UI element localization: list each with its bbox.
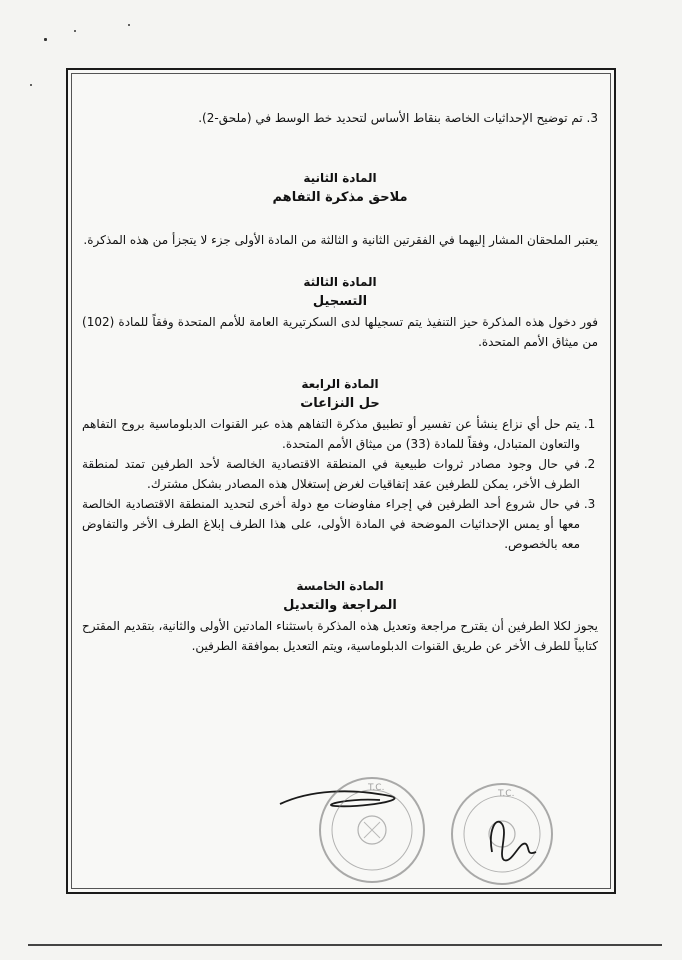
right-seal-text: T.C. <box>498 789 515 799</box>
article3-heading: المادة الثالثة <box>303 275 377 289</box>
spacer <box>82 250 598 272</box>
article4-item: 2. في حال وجود مصادر ثروات طبيعية في المنطقة الاقتصادية الخالصة لأحد الطرفين تمتد لمنطقة الطرف الأخر، يمكن للطرفين عقد إتفاقيات لغرض إستغلال هذه المصادر بشكل مشترك. <box>82 454 580 494</box>
next-page-top-border <box>28 944 662 946</box>
left-seal-text: T.C. <box>368 783 385 793</box>
spacer <box>82 208 598 230</box>
article4-subheading: حل النزاعات <box>300 396 380 411</box>
margin-speck <box>128 24 130 26</box>
spacer <box>82 352 598 374</box>
article3-subheading: التسجيل <box>312 294 368 309</box>
spacer <box>82 128 598 168</box>
article1-item3: 3. تم توضيح الإحداثيات الخاصة بنقاط الأساس لتحديد خط الوسط في (ملحق-2). <box>198 111 598 125</box>
article4-heading: المادة الرابعة <box>301 377 379 391</box>
article5-subheading: المراجعة والتعديل <box>283 598 397 613</box>
article5-body: يجوز لكلا الطرفين أن يقترح مراجعة وتعديل هذه المذكرة باستثناء المادتين الأولى والثانية، بتقديم المقترح كتابياً للطرف الأخر عن طريق القنوات الدبلوماسية، ويتم التعديل بموافقة الطرفين. <box>82 619 598 653</box>
article2-body: يعتبر الملحقان المشار إليهما في الفقرتين الثانية و الثالثة من المادة الأولى جزء لا يتجزأ من هذه المذكرة. <box>83 233 598 247</box>
document-body <box>82 108 598 656</box>
article4-item: 1. يتم حل أي نزاع ينشأ عن تفسير أو تطبيق مذكرة التفاهم هذه عبر القنوات الدبلوماسية بروح التفاهم والتعاون المتبادل، وفقاً للمادة (33) من ميثاق الأمم المتحدة. <box>82 414 580 454</box>
article3-body: فور دخول هذه المذكرة حيز التنفيذ يتم تسجيلها لدى السكرتيرية العامة للأمم المتحدة وفقاً للمادة (102) من ميثاق الأمم المتحدة. <box>82 315 598 349</box>
margin-speck <box>44 38 47 41</box>
article4-item: 3. في حال شروع أحد الطرفين في إجراء مفاوضات مع دولة أخرى لتحديد المنطقة الاقتصادية الخالصة معها أو يمس الإحداثيات الموضحة في المادة الأولى، على هذا الطرف إبلاغ الطرف الأخر والتفاوض معه بالخصوص. <box>82 494 580 554</box>
spacer <box>82 554 598 576</box>
margin-speck <box>74 30 76 32</box>
left-signature <box>280 791 395 806</box>
article2-heading: المادة الثانية <box>303 171 377 185</box>
article5-heading: المادة الخامسة <box>296 579 384 593</box>
margin-speck <box>30 84 32 86</box>
article2-subheading: ملاحق مذكرة التفاهم <box>272 190 408 205</box>
right-seal <box>452 784 552 884</box>
signatures-and-seals <box>240 760 580 890</box>
article4-list <box>82 414 598 554</box>
